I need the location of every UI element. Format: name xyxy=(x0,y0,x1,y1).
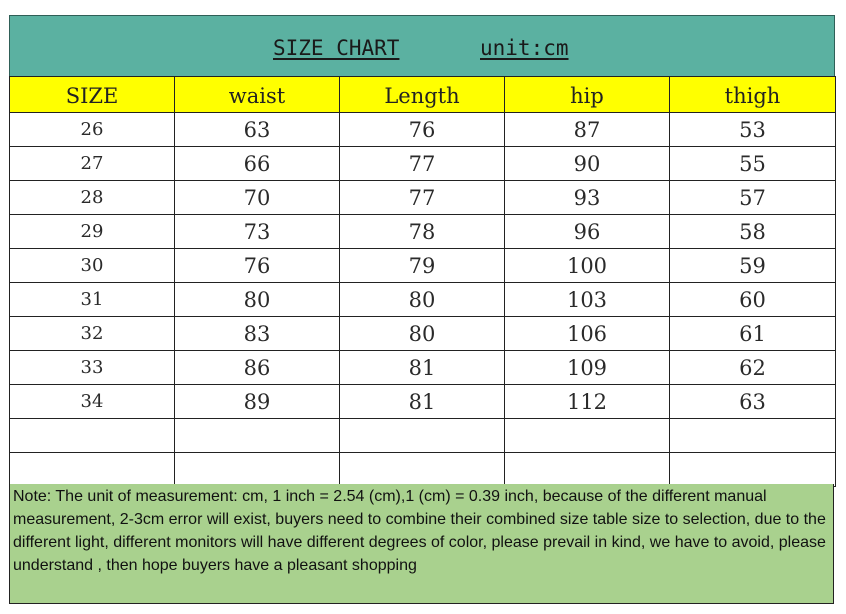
cell-hip: 106 xyxy=(505,317,670,351)
cell-size: 29 xyxy=(10,215,175,249)
cell-waist: 63 xyxy=(175,113,340,147)
table-row xyxy=(10,215,836,249)
cell-size: 34 xyxy=(10,385,175,419)
table-row xyxy=(10,147,836,181)
cell-hip: 100 xyxy=(505,249,670,283)
table-row xyxy=(10,317,836,351)
cell-hip: 87 xyxy=(505,113,670,147)
cell-length: 81 xyxy=(340,351,505,385)
table-row xyxy=(10,385,836,419)
cell-hip: 90 xyxy=(505,147,670,181)
cell-length: 76 xyxy=(340,113,505,147)
title-bar xyxy=(9,15,835,76)
cell-waist: 83 xyxy=(175,317,340,351)
cell-thigh xyxy=(670,419,836,453)
table-body xyxy=(10,113,836,487)
header-row xyxy=(10,77,836,113)
cell-size: 33 xyxy=(10,351,175,385)
cell-hip: 93 xyxy=(505,181,670,215)
cell-waist: 80 xyxy=(175,283,340,317)
cell-size xyxy=(10,453,175,487)
table-row xyxy=(10,283,836,317)
cell-waist: 89 xyxy=(175,385,340,419)
cell-thigh xyxy=(670,453,836,487)
cell-length: 78 xyxy=(340,215,505,249)
cell-hip xyxy=(505,453,670,487)
table-row xyxy=(10,419,836,453)
cell-hip: 103 xyxy=(505,283,670,317)
cell-waist: 76 xyxy=(175,249,340,283)
cell-size: 30 xyxy=(10,249,175,283)
table-row xyxy=(10,453,836,487)
header-length: Length xyxy=(340,77,505,113)
cell-size xyxy=(10,419,175,453)
table-row xyxy=(10,113,836,147)
cell-size: 28 xyxy=(10,181,175,215)
cell-thigh: 63 xyxy=(670,385,836,419)
cell-thigh: 60 xyxy=(670,283,836,317)
size-chart-sheet xyxy=(9,15,835,609)
cell-length: 80 xyxy=(340,317,505,351)
cell-length: 81 xyxy=(340,385,505,419)
cell-hip: 109 xyxy=(505,351,670,385)
cell-waist: 66 xyxy=(175,147,340,181)
cell-size: 27 xyxy=(10,147,175,181)
chart-title: SIZE CHART xyxy=(273,36,400,60)
cell-waist xyxy=(175,453,340,487)
measurement-note: Note: The unit of measurement: cm, 1 inch = 2.54 (cm),1 (cm) = 0.39 inch, because of the different manual measurement, 2-3cm error will exist, buyers need to combine their combined size table size to selection, due to the different light, different monitors will have different degrees of color, please prevail in kind, we have to avoid, please understand , then hope buyers have a pleasant shopping xyxy=(9,484,834,604)
cell-hip xyxy=(505,419,670,453)
header-hip: hip xyxy=(505,77,670,113)
cell-hip: 112 xyxy=(505,385,670,419)
cell-thigh: 57 xyxy=(670,181,836,215)
cell-length xyxy=(340,419,505,453)
cell-thigh: 58 xyxy=(670,215,836,249)
cell-hip: 96 xyxy=(505,215,670,249)
table-row xyxy=(10,181,836,215)
cell-length xyxy=(340,453,505,487)
header-thigh: thigh xyxy=(670,77,836,113)
table-row xyxy=(10,351,836,385)
cell-waist: 86 xyxy=(175,351,340,385)
cell-length: 80 xyxy=(340,283,505,317)
cell-length: 77 xyxy=(340,181,505,215)
cell-length: 79 xyxy=(340,249,505,283)
cell-size: 26 xyxy=(10,113,175,147)
cell-waist xyxy=(175,419,340,453)
cell-size: 31 xyxy=(10,283,175,317)
cell-size: 32 xyxy=(10,317,175,351)
header-size: SIZE xyxy=(10,77,175,113)
cell-waist: 70 xyxy=(175,181,340,215)
table-row xyxy=(10,249,836,283)
cell-thigh: 59 xyxy=(670,249,836,283)
size-table xyxy=(9,76,836,487)
cell-thigh: 62 xyxy=(670,351,836,385)
cell-thigh: 55 xyxy=(670,147,836,181)
cell-thigh: 53 xyxy=(670,113,836,147)
cell-length: 77 xyxy=(340,147,505,181)
cell-waist: 73 xyxy=(175,215,340,249)
cell-thigh: 61 xyxy=(670,317,836,351)
header-waist: waist xyxy=(175,77,340,113)
chart-unit: unit:cm xyxy=(480,36,569,60)
